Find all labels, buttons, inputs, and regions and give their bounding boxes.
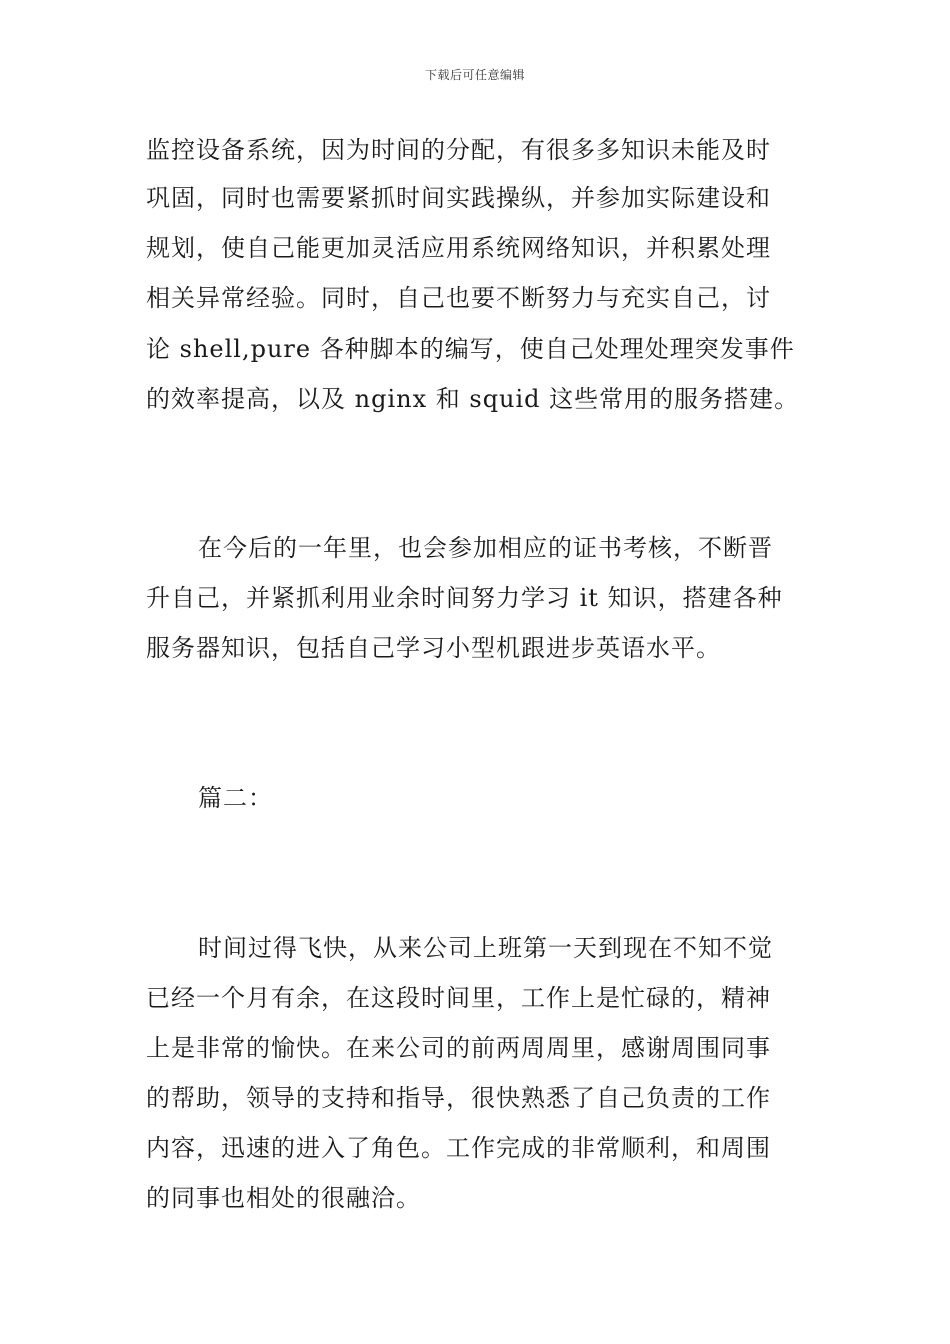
- paragraph-1-line-5: 论 shell,pure 各种脚本的编写，使自己处理处理突发事件: [146, 335, 795, 363]
- paragraph-3-line-6: 的同事也相处的很融洽。: [146, 1184, 421, 1212]
- paragraph-2-line-1: 在今后的一年里，也会参加相应的证书考核，不断晋: [198, 534, 773, 562]
- paragraph-1-line-3: 规划，使自己能更加灵活应用系统网络知识，并积累处理: [146, 234, 771, 262]
- paragraph-1-line-1: 监控设备系统，因为时间的分配，有很多多知识未能及时: [146, 136, 771, 164]
- paragraph-3-line-5: 内容，迅速的进入了角色。工作完成的非常顺利，和周围: [146, 1134, 771, 1162]
- paragraph-3-line-3: 上是非常的愉快。在来公司的前两周周里，感谢周围同事: [146, 1034, 771, 1062]
- page-header: 下载后可任意编辑: [424, 68, 525, 82]
- paragraph-3-line-2: 已经一个月有余，在这段时间里，工作上是忙碌的，精神: [146, 984, 771, 1012]
- paragraph-3-line-1: 时间过得飞快，从来公司上班第一天到现在不知不觉: [198, 934, 773, 962]
- paragraph-1-line-2: 巩固，同时也需要紧抓时间实践操纵，并参加实际建设和: [146, 184, 771, 212]
- section-heading: 篇二：: [198, 784, 273, 812]
- paragraph-2-line-3: 服务器知识，包括自己学习小型机跟进步英语水平。: [146, 634, 721, 662]
- paragraph-3-line-4: 的帮助，领导的支持和指导，很快熟悉了自己负责的工作: [146, 1084, 771, 1112]
- paragraph-1-line-6: 的效率提高，以及 nginx 和 squid 这些常用的服务搭建。: [146, 385, 800, 413]
- paragraph-2-line-2: 升自己，并紧抓利用业余时间努力学习 it 知识，搭建各种: [146, 584, 783, 612]
- paragraph-1-line-4: 相关异常经验。同时，自己也要不断努力与充实自己，讨: [146, 284, 771, 312]
